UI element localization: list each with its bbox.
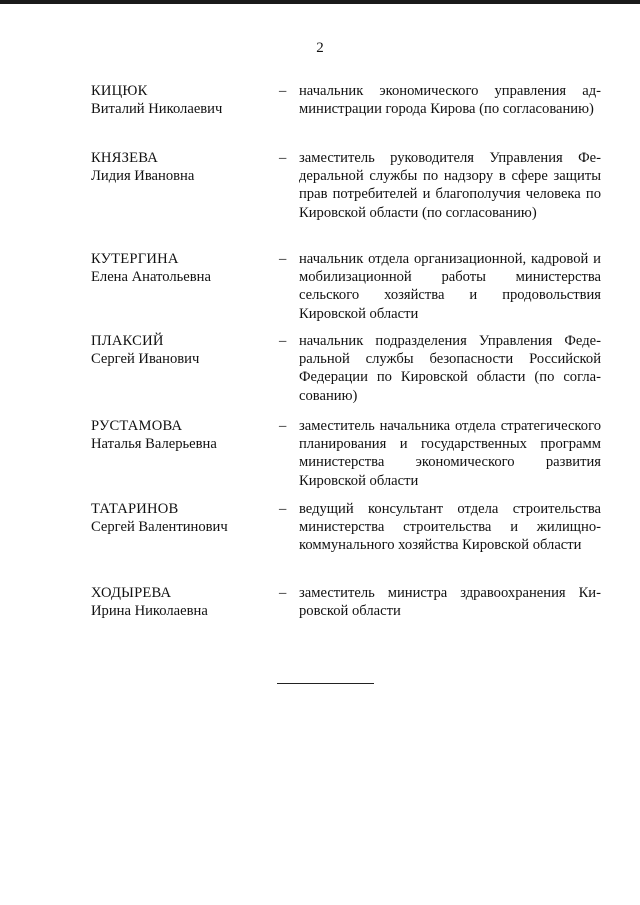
member-position: заместитель начальника отдела стратегического планирования и государственных программ министерства экономического развития Кировской области (299, 418, 601, 489)
dash-separator: – (279, 251, 287, 267)
closing-rule (277, 683, 374, 684)
dash-separator: – (279, 333, 287, 349)
dash-separator: – (279, 501, 287, 517)
member-surname: КНЯЗЕВА (91, 150, 158, 166)
member-surname: ХОДЫРЕВА (91, 585, 172, 601)
member-surname: ТАТАРИНОВ (91, 501, 179, 517)
member-name (91, 500, 279, 555)
member-position: начальник подразделения Управления Федеральной службы безопасности Российской Федерации по Кировской области (по согласованию) (299, 333, 601, 404)
member-surname: КИЦЮК (91, 83, 148, 99)
member-entry (91, 82, 601, 118)
member-entry (91, 149, 601, 222)
member-name (91, 417, 279, 490)
member-entry (91, 584, 601, 620)
top-border-line (0, 0, 640, 4)
member-given-names: Виталий Николаевич (91, 101, 223, 118)
member-entry (91, 332, 601, 405)
member-given-names: Ирина Николаевна (91, 603, 208, 620)
dash-separator: – (279, 418, 287, 434)
member-position: заместитель руководителя Управления Федеральной службы по надзору в сфере защиты прав потребителей и благополучия человека по Кировской области (по согласованию) (299, 150, 601, 221)
member-position: начальник экономического управления администрации города Кирова (по согласованию) (299, 83, 601, 118)
member-given-names: Наталья Валерьевна (91, 436, 217, 453)
member-given-names: Лидия Ивановна (91, 168, 195, 185)
dash-separator: – (279, 585, 287, 601)
member-surname: РУСТАМОВА (91, 418, 183, 434)
member-given-names: Сергей Иванович (91, 351, 200, 368)
member-name (91, 82, 279, 118)
member-given-names: Сергей Валентинович (91, 519, 228, 536)
member-position: заместитель министра здравоохранения Кировской области (299, 585, 601, 620)
member-name (91, 584, 279, 620)
member-entry (91, 250, 601, 323)
member-surname: ПЛАКСИЙ (91, 333, 164, 349)
member-entry (91, 500, 601, 555)
page-number: 2 (316, 40, 324, 56)
member-position: ведущий консультант отдела строительства министерства строительства и жилищно-коммунального хозяйства Кировской области (299, 501, 601, 554)
member-name (91, 149, 279, 222)
dash-separator: – (279, 83, 287, 99)
member-surname: КУТЕРГИНА (91, 251, 179, 267)
member-entry (91, 417, 601, 490)
member-name (91, 332, 279, 405)
dash-separator: – (279, 150, 287, 166)
member-given-names: Елена Анатольевна (91, 269, 211, 286)
member-position: начальник отдела организационной, кадровой и мобилизационной работы министерства сельского хозяйства и продовольствия Кировской области (299, 251, 601, 322)
member-name (91, 250, 279, 323)
